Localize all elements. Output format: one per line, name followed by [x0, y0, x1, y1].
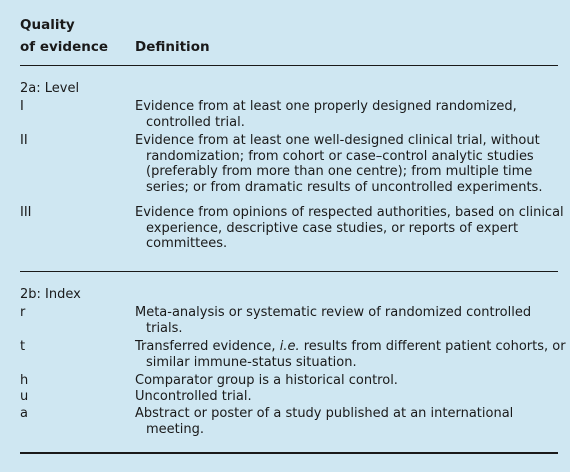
level-definition: Evidence from opinions of respected authorities, based on clinical experience, descriptive case studies, or reports of expert committees. [135, 205, 564, 251]
index-definition: Meta-analysis or systematic review of randomized controlled trials. [135, 305, 532, 336]
header-quality-line2: of evidence [20, 39, 109, 55]
level-definition: Evidence from at least one properly designed randomized, controlled trial. [135, 99, 517, 130]
bottom-rule [20, 452, 558, 454]
header-definition: Definition [135, 39, 210, 55]
index-definition: Abstract or poster of a study published at an international meeting. [135, 406, 514, 437]
index-definition-part: Transferred evidence, [135, 339, 280, 354]
section-a-title: 2a: Level [20, 81, 80, 96]
level-code: II [20, 133, 28, 148]
index-definition [135, 339, 570, 370]
index-code: h [20, 373, 29, 388]
header-rule [20, 65, 558, 66]
section-rule [20, 271, 558, 272]
index-definition: Uncontrolled trial. [135, 389, 252, 404]
index-definition-part: results from different patient cohorts, or similar immune-status situation. [146, 339, 566, 370]
level-code: III [20, 205, 32, 220]
index-definition: Comparator group is a historical control. [135, 373, 398, 388]
index-definition-italic: i.e. [279, 339, 300, 354]
header-quality-line1: Quality [20, 17, 75, 33]
index-code: u [20, 389, 29, 404]
index-code: a [20, 406, 28, 421]
level-code: I [20, 99, 24, 114]
index-code: t [20, 339, 26, 354]
level-definition: Evidence from at least one well-designed clinical trial, without randomization; from cohort or case–control analytic studies (preferably from more than one centre); from multiple time series; or from dramatic results of uncontrolled experiments. [135, 133, 543, 195]
section-b-title: 2b: Index [20, 287, 81, 302]
index-code: r [20, 305, 26, 320]
